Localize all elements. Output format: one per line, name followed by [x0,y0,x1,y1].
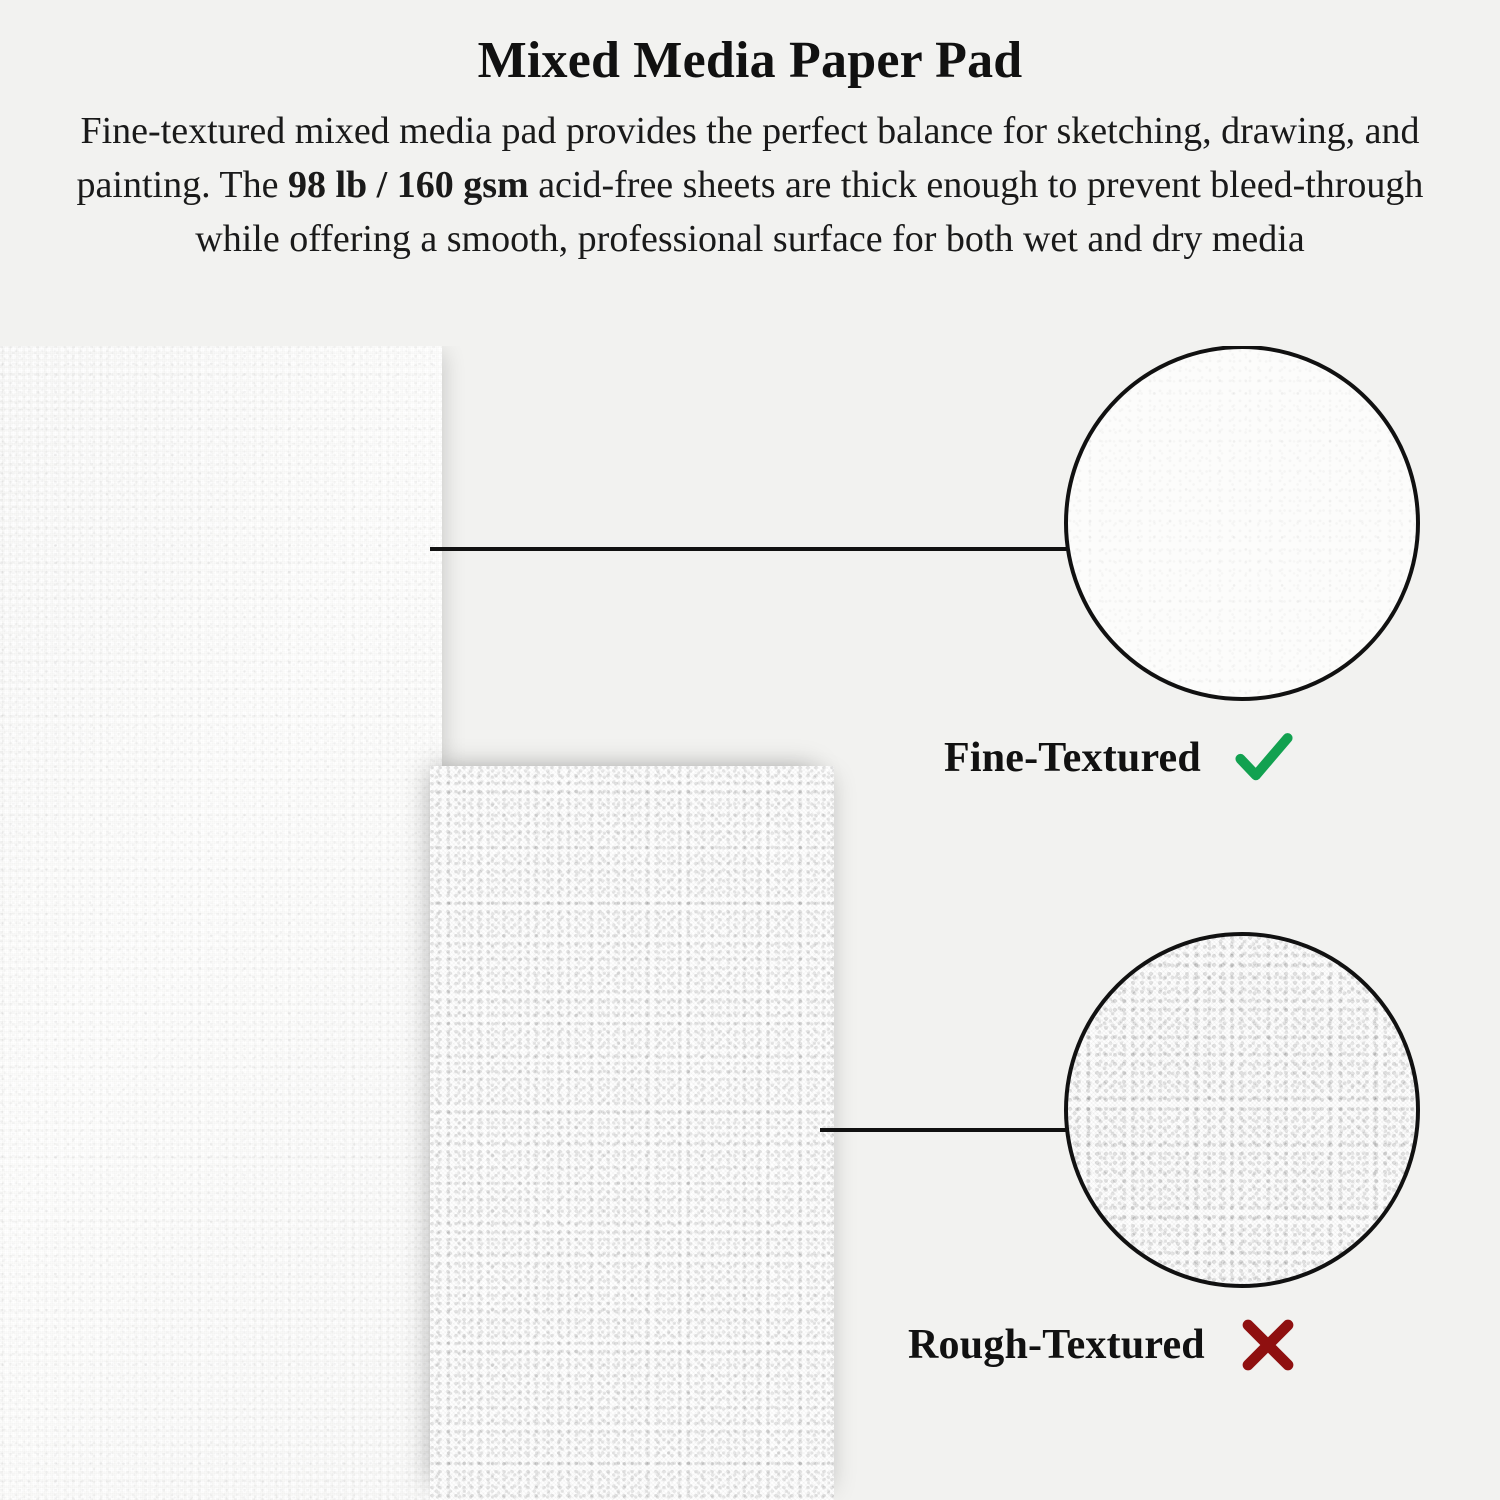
fine-textured-paper-sheet [0,346,442,1500]
page-title: Mixed Media Paper Pad [477,32,1023,89]
callout-label-rough [908,1316,1297,1374]
header-block [0,0,1500,346]
description-part-two: acid-free sheets are thick enough to prevent bleed-through while offering a smooth, professional surface for both wet and dry media [195,163,1424,260]
callout-label-fine-text: Fine-Textured [944,735,1201,781]
description-part-one: Fine-textured mixed media pad provides the perfect balance for sketching, drawing, and painting. The [76,109,1420,206]
magnifier-bubble-fine-texture [1064,346,1420,701]
cross-mark-icon [1239,1316,1297,1374]
callout-line-fine [430,547,1070,551]
callout-line-rough [820,1128,1078,1132]
rough-textured-paper-sheet [430,766,834,1500]
callout-label-rough-text: Rough-Textured [908,1322,1205,1368]
callout-label-fine [944,729,1293,787]
product-photo-scene [0,346,1500,1500]
description-weight-highlight: 98 lb / 160 gsm [287,163,529,206]
magnifier-bubble-rough-texture [1064,932,1420,1288]
product-description [70,89,1430,267]
check-mark-icon [1235,729,1293,787]
